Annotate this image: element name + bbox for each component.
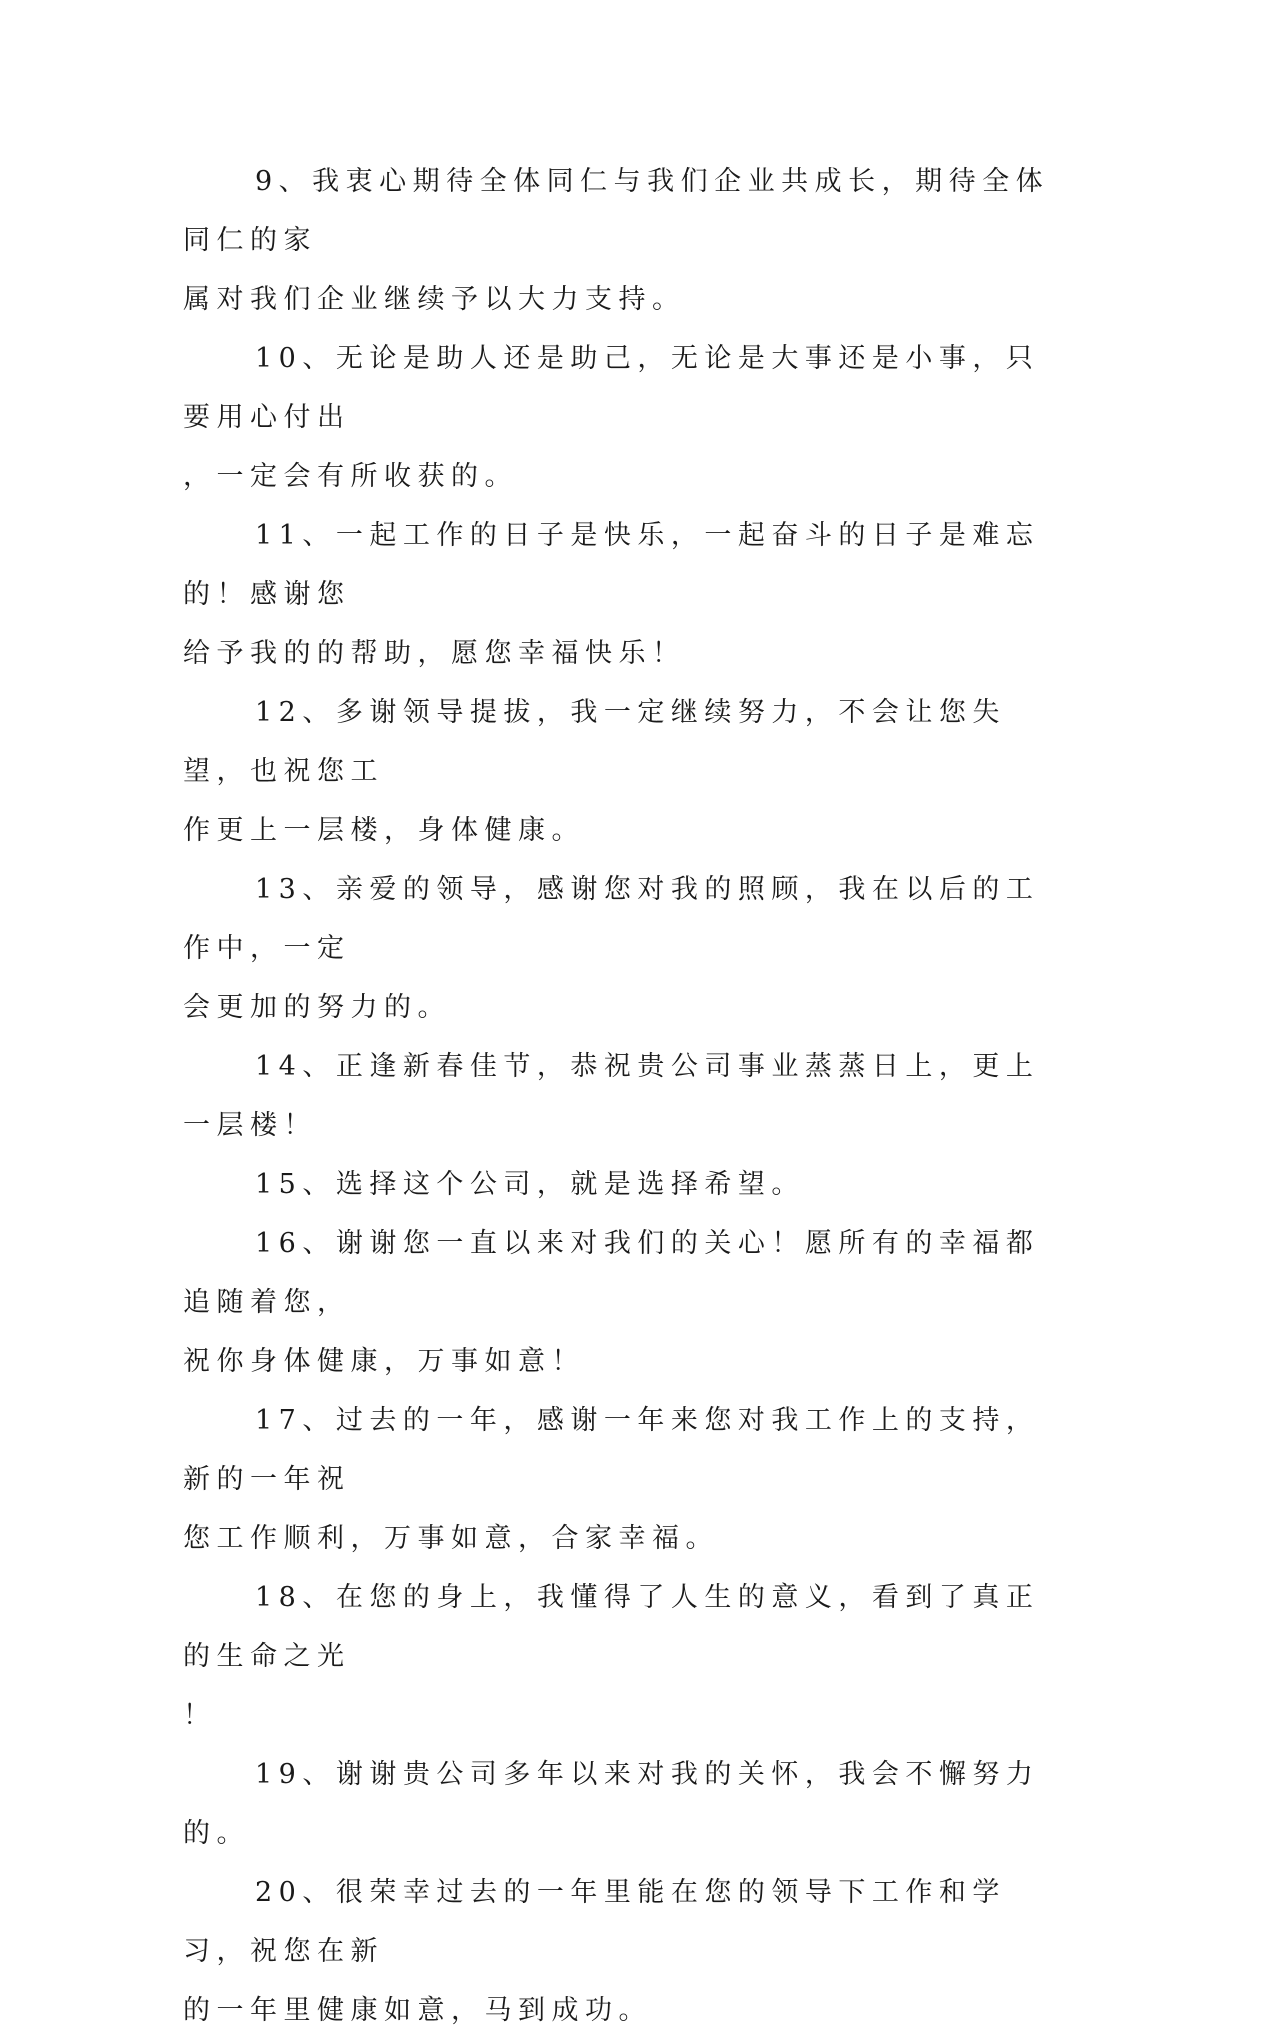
paragraph-10: 10、无论是助人还是助己，无论是大事还是小事，只要用心付出 ，一定会有所收获的。 (183, 343, 1040, 492)
paragraph-16: 16、谢谢您一直以来对我们的关心！愿所有的幸福都追随着您， 祝你身体健康，万事如意！ (183, 1228, 1040, 1377)
paragraph-18: 18、在您的身上，我懂得了人生的意义，看到了真正的生命之光 ！ (183, 1582, 1040, 1731)
paragraph-13: 13、亲爱的领导，感谢您对我的照顾，我在以后的工作中，一定 会更加的努力的。 (183, 874, 1040, 1023)
paragraph-9: 9、我衷心期待全体同仁与我们企业共成长，期待全体同仁的家 属对我们企业继续予以大力支持。 (183, 166, 1050, 315)
paragraph-14: 14、正逢新春佳节，恭祝贵公司事业蒸蒸日上，更上一层楼！ (183, 1051, 1040, 1141)
paragraph-11: 11、一起工作的日子是快乐，一起奋斗的日子是难忘的！感谢您 给予我的的帮助，愿您幸福快乐！ (183, 520, 1040, 669)
paragraph-20: 20、很荣幸过去的一年里能在您的领导下工作和学习，祝您在新 的一年里健康如意，马到成功。 (183, 1877, 1006, 2026)
paragraph-15: 15、选择这个公司，就是选择希望。 (255, 1169, 805, 1200)
paragraph-19: 19、谢谢贵公司多年以来对我的关怀，我会不懈努力的。 (183, 1759, 1040, 1849)
paragraph-17: 17、过去的一年，感谢一年来您对我工作上的支持，新的一年祝 您工作顺利，万事如意，合家幸福。 (183, 1405, 1040, 1554)
document-body (183, 152, 1063, 2040)
paragraph-12: 12、多谢领导提拔，我一定继续努力，不会让您失望，也祝您工 作更上一层楼，身体健康。 (183, 697, 1006, 846)
